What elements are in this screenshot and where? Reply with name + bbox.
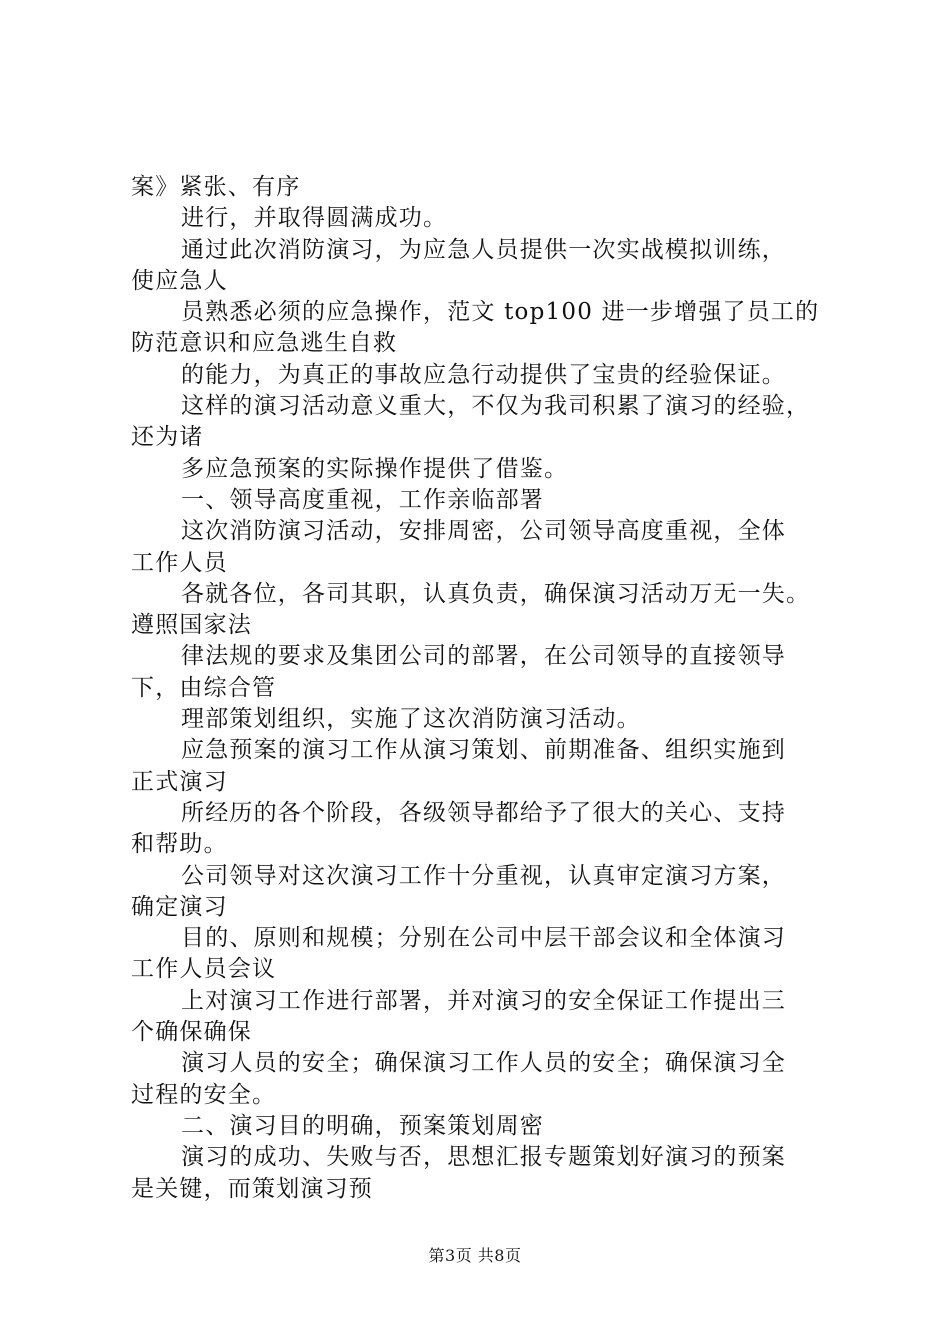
text-line: 各就各位，各司其职，认真负责，确保演习活动万无一失。: [181, 580, 811, 607]
text-line: 一、领导高度重视，工作亲临部署: [181, 486, 544, 513]
text-line: 这次消防演习活动，安排周密，公司领导高度重视，全体: [181, 518, 786, 545]
text-line: 个确保确保: [131, 1019, 252, 1046]
text-line: 下，由综合管: [131, 674, 277, 701]
page-footer: 第3页 共8页: [428, 1246, 522, 1265]
text-line: 防范意识和应急逃生自救: [131, 330, 398, 357]
text-line: 所经历的各个阶段，各级领导都给予了很大的关心、支持: [181, 799, 786, 826]
text-line: 遵照国家法: [131, 612, 252, 639]
text-line: 律法规的要求及集团公司的部署，在公司领导的直接领导: [181, 643, 786, 670]
text-line: 多应急预案的实际操作提供了借鉴。: [181, 455, 569, 482]
text-line: 工作人员: [131, 549, 228, 576]
text-line: 员熟悉必须的应急操作，范文 top100 进一步增强了员工的: [181, 299, 820, 326]
text-line: 的能力，为真正的事故应急行动提供了宝贵的经验保证。: [181, 361, 786, 388]
text-line: 使应急人: [131, 267, 228, 294]
text-line: 和帮助。: [131, 831, 228, 858]
document-body: [131, 172, 851, 1205]
text-line: 目的、原则和规模；分别在公司中层干部会议和全体演习: [181, 925, 786, 952]
text-line: 公司领导对这次演习工作十分重视，认真审定演习方案，: [181, 862, 786, 889]
text-line: 这样的演习活动意义重大，不仅为我司积累了演习的经验，: [181, 393, 811, 420]
text-line: 工作人员会议: [131, 956, 277, 983]
text-line: 通过此次消防演习，为应急人员提供一次实战模拟训练，: [181, 236, 786, 263]
text-line: 演习人员的安全；确保演习工作人员的安全；确保演习全: [181, 1050, 786, 1077]
text-line: 理部策划组织，实施了这次消防演习活动。: [181, 706, 641, 733]
text-line: 二、演习目的明确，预案策划周密: [181, 1112, 544, 1139]
text-line: 上对演习工作进行部署，并对演习的安全保证工作提出三: [181, 987, 786, 1014]
text-line: 案》紧张、有序: [131, 174, 301, 200]
text-line: 过程的安全。: [131, 1081, 277, 1108]
text-line: 应急预案的演习工作从演习策划、前期准备、组织实施到: [181, 737, 786, 764]
text-line: 演习的成功、失败与否，思想汇报专题策划好演习的预案: [181, 1144, 786, 1171]
text-line: 确定演习: [131, 893, 228, 920]
text-line: 是关键，而策划演习预: [131, 1175, 373, 1202]
text-line: 正式演习: [131, 768, 228, 795]
text-line: 还为诸: [131, 424, 204, 451]
text-line: 进行，并取得圆满成功。: [181, 205, 448, 232]
